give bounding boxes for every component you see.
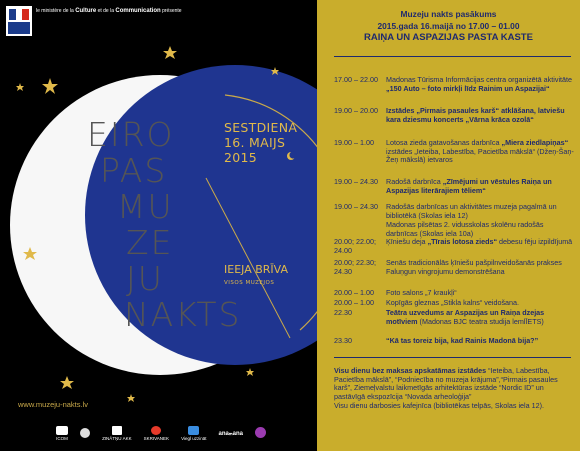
- schedule-row: [334, 309, 574, 326]
- ministry-line: le ministère de la Culture et de la Communication présente: [36, 8, 182, 14]
- sponsor-logo: SKRIVANEK: [144, 426, 169, 441]
- note-paragraph: Visu dienu bez maksas apskatāmas izstādes “Ieteiba, Labestība, Pacietība mākslā”, “Podniecība no muzeja krājuma”,“Pirmais pasaules karš”, Ziemeļvalstu laikmetīgās arhitektūras izstāde “Nordic ID” un pastāvīgā ekspozīcija “Novada arheoloģija”: [334, 366, 558, 401]
- schedule-time: 23.30: [334, 336, 352, 345]
- schedule-row: [334, 178, 574, 195]
- schedule-description: Izstādes „Pirmais pasaules karš“ atklāšana, latviešu kara dziesmu koncerts „Vārna krāca ozolā“: [386, 106, 565, 124]
- title-line-2: PAS: [100, 151, 168, 190]
- schedule-description: Radošā darbnīca „Zīmējumi un vēstules Raiņa un Aspazijas literārajiem tēliem“: [386, 177, 552, 195]
- schedule-time: 19.00 – 1.00: [334, 138, 374, 147]
- schedule-description: Teātra uzvedums ar Aspazijas un Raiņa dzejas motīviem (Madonas BJC teatra studija lemlĪETS): [386, 308, 545, 326]
- schedule-row: [334, 289, 574, 298]
- schedule-row: [334, 107, 574, 124]
- entry-label: IEEJA BRĪVA: [224, 263, 288, 276]
- event-date: [224, 120, 297, 165]
- sponsor-logo: [255, 427, 266, 439]
- heading-date: 2015.gada 16.maijā no 17.00 – 01.00: [377, 21, 520, 31]
- schedule-time: 22.30: [334, 308, 352, 317]
- note-paragraph: Visu dienu darbosies kafejnīca (bibliotēkas telpās, Skolas iela 12).: [334, 401, 545, 411]
- panel-heading: [317, 8, 580, 44]
- schedule-time: 20.00; 22.30; 24.30: [334, 258, 376, 276]
- schedule-description: Madonas Tūrisma Informācijas centra organizētā aktivitāte „150 Auto – foto mirkļi līdz Rainim un Aspazijai“: [386, 75, 573, 93]
- ministry-logo: [6, 6, 32, 36]
- schedule-description: Kopīgās gleznas „Stikla kalns“ veidošana.: [386, 298, 520, 307]
- sponsor-logo: anaₘana: [218, 430, 243, 437]
- schedule-time: 19.00 – 24.30: [334, 177, 378, 186]
- schedule-row: [334, 203, 574, 220]
- schedule-time: 20.00 – 1.00: [334, 298, 374, 307]
- sponsor-logo: ZINĀTŅU AKK: [102, 426, 132, 441]
- entry-sub: VISOS MUZEJOS: [224, 280, 275, 286]
- title-line-1: EIRO: [87, 115, 175, 154]
- sponsor-logo: [80, 428, 90, 439]
- title-line-4: ZE: [126, 223, 174, 262]
- schedule-description: Senās tradicionālās ķīniešu pašpilnveidošanās prakses Faluņgun vingrojumu demonstrēšana: [386, 258, 562, 276]
- schedule-row: [334, 139, 574, 165]
- sponsor-logos: [56, 422, 266, 444]
- schedule-row: [334, 221, 574, 238]
- schedule-row: [334, 238, 574, 255]
- schedule-time: 19.00 – 20.00: [334, 106, 378, 115]
- year: 2015: [224, 150, 258, 165]
- sponsor-logo: ICOM: [56, 426, 68, 441]
- schedule-row: [334, 299, 574, 308]
- free-entry: [224, 264, 288, 289]
- schedule-description: “Kā tas toreiz bija, kad Rainis Madonā bija?”: [386, 336, 539, 345]
- schedule-time: [334, 221, 386, 238]
- schedule-description: Ķīniešu deja „Tīrais lotosa zieds“ debesu fēju izpildījumā: [386, 237, 573, 246]
- schedule-panel: [317, 0, 580, 451]
- heading-title: RAIŅA UN ASPAZIJAS PASTA KASTE: [364, 32, 533, 43]
- schedule-row: [334, 76, 574, 93]
- divider: [334, 56, 571, 57]
- divider: [334, 357, 571, 358]
- schedule-row: [334, 337, 574, 346]
- website-link[interactable]: www.muzeju-nakts.lv: [18, 400, 89, 409]
- schedule-time: 20.00; 22.00; 24.00: [334, 237, 376, 255]
- schedule-description: Foto salons „7 kraukļi“: [386, 288, 457, 297]
- title-line-3: MU: [117, 187, 174, 226]
- schedule-description: Madonas pilsētas 2. vidusskolas skolēnu radošās darbnīcas (Skolas iela 10a): [386, 220, 544, 238]
- schedule-time: 19.00 – 24.30: [334, 202, 378, 211]
- schedule-description: Radošās darbnīcas un aktivitātes muzeja pagalmā un bibliotēkā (Skolas iela 12): [386, 202, 557, 220]
- weekday: SESTDIENA: [224, 120, 298, 135]
- ministry-header: [6, 6, 182, 36]
- sponsor-logo: Viegl uzzināt: [181, 426, 206, 441]
- schedule-row: [334, 259, 574, 276]
- schedule-description: Lotosa zieda gatavošanas darbnīca „Miera ziedlapiņas“ izstādes „Ieteiba, Labestība, Pacietība mākslā“ (Džeņ-Šaņ-Žeņ mākslā) ietvaros: [386, 138, 574, 165]
- permanent-notes: [334, 367, 574, 411]
- schedule-time: 17.00 – 22.00: [334, 75, 378, 84]
- title-line-5: JU: [126, 259, 164, 298]
- heading-event: Muzeju nakts pasākums: [400, 9, 497, 19]
- schedule-time: 20.00 – 1.00: [334, 288, 374, 297]
- date: 16. MAIJS: [224, 135, 286, 150]
- title-line-6: NAKTS: [124, 295, 242, 334]
